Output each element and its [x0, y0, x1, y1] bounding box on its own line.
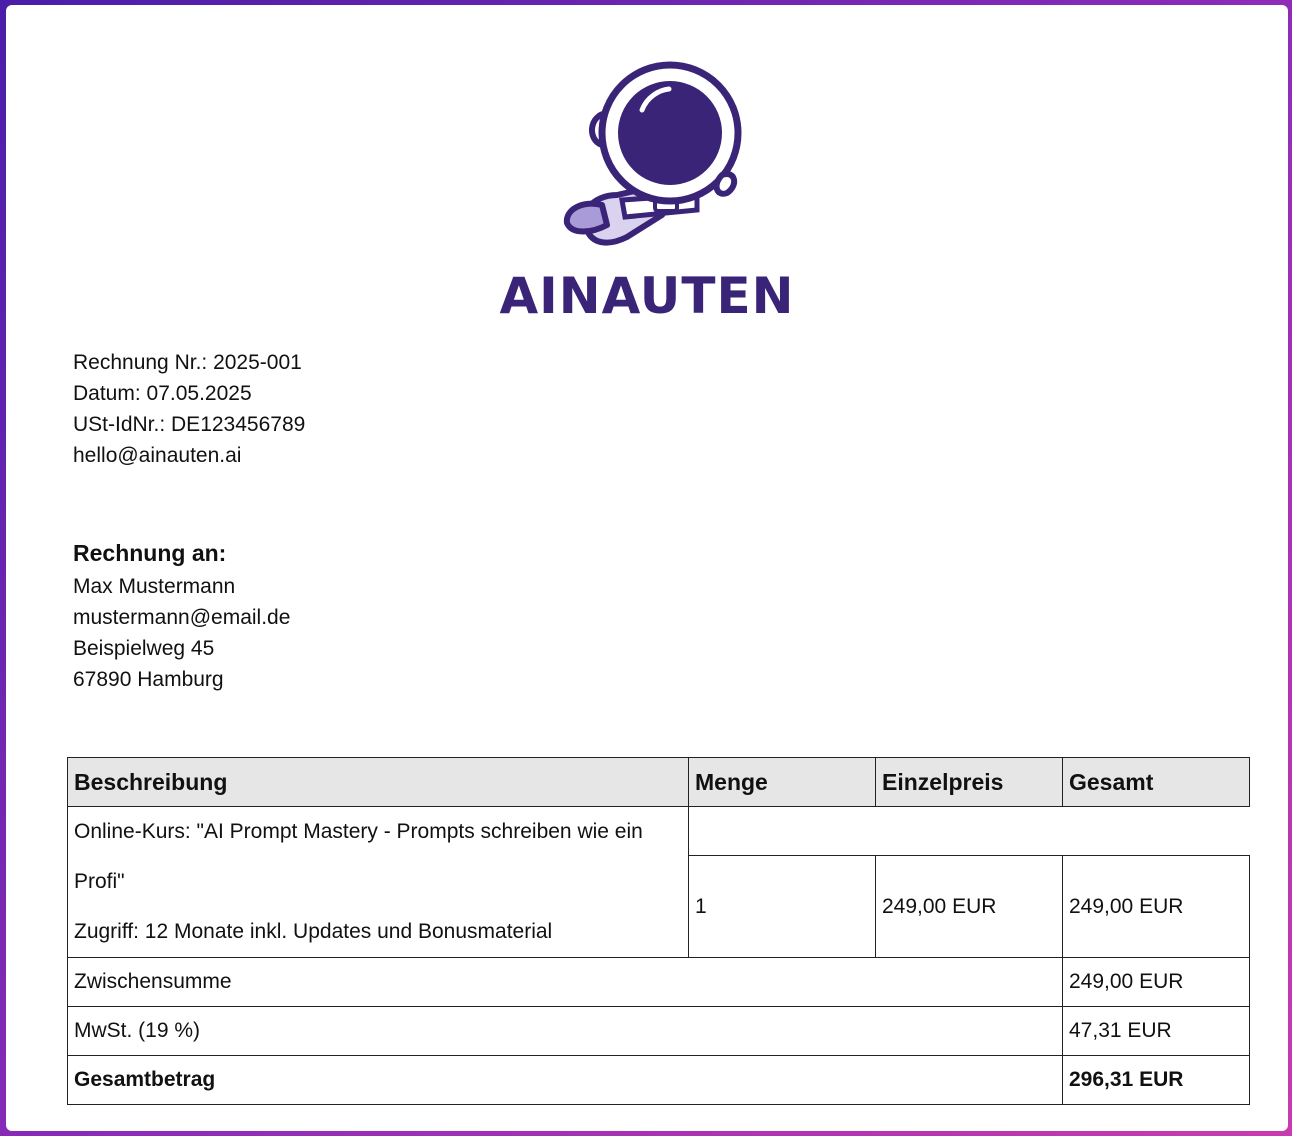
item-description	[68, 807, 689, 958]
vat-row	[68, 1007, 1250, 1056]
invoice-page	[6, 5, 1288, 1131]
customer-street: Beispielweg 45	[73, 637, 215, 660]
bill-to-address	[73, 571, 290, 695]
invoice-date: Datum: 07.05.2025	[73, 382, 252, 405]
item-description-line: Online-Kurs: "AI Prompt Mastery - Prompts schreiben wie ein	[74, 820, 643, 843]
vat-value: 47,31 EUR	[1063, 1007, 1250, 1056]
column-header-description: Beschreibung	[68, 758, 689, 807]
invoice-table	[67, 757, 1250, 1105]
grand-total-label: Gesamtbetrag	[68, 1056, 1063, 1105]
brand-name: AINAUTEN	[499, 267, 795, 325]
table-row	[68, 807, 1250, 856]
customer-email[interactable]: mustermann@email.de	[73, 606, 291, 629]
customer-name: Max Mustermann	[73, 575, 236, 598]
item-description-line: Zugriff: 12 Monate inkl. Updates und Bonusmaterial	[74, 920, 553, 943]
empty-cell	[689, 807, 1250, 856]
column-header-total: Gesamt	[1063, 758, 1250, 807]
grand-total-value: 296,31 EUR	[1063, 1056, 1250, 1105]
vat-id: USt-IdNr.: DE123456789	[73, 413, 306, 436]
item-description-line: Profi"	[74, 870, 125, 893]
item-unit-price: 249,00 EUR	[876, 856, 1063, 958]
column-header-unit-price: Einzelpreis	[876, 758, 1063, 807]
bill-to-title: Rechnung an:	[73, 540, 227, 566]
subtotal-label: Zwischensumme	[68, 958, 1063, 1007]
column-header-quantity: Menge	[689, 758, 876, 807]
astronaut-logo-icon	[6, 55, 1288, 255]
table-header-row	[68, 758, 1250, 807]
invoice-meta	[73, 347, 305, 471]
subtotal-value: 249,00 EUR	[1063, 958, 1250, 1007]
customer-city: 67890 Hamburg	[73, 668, 224, 691]
invoice-number: Rechnung Nr.: 2025-001	[73, 351, 302, 374]
item-total: 249,00 EUR	[1063, 856, 1250, 958]
vat-label: MwSt. (19 %)	[68, 1007, 1063, 1056]
item-quantity: 1	[689, 856, 876, 958]
grand-total-row	[68, 1056, 1250, 1105]
subtotal-row	[68, 958, 1250, 1007]
sender-email[interactable]: hello@ainauten.ai	[73, 444, 242, 467]
